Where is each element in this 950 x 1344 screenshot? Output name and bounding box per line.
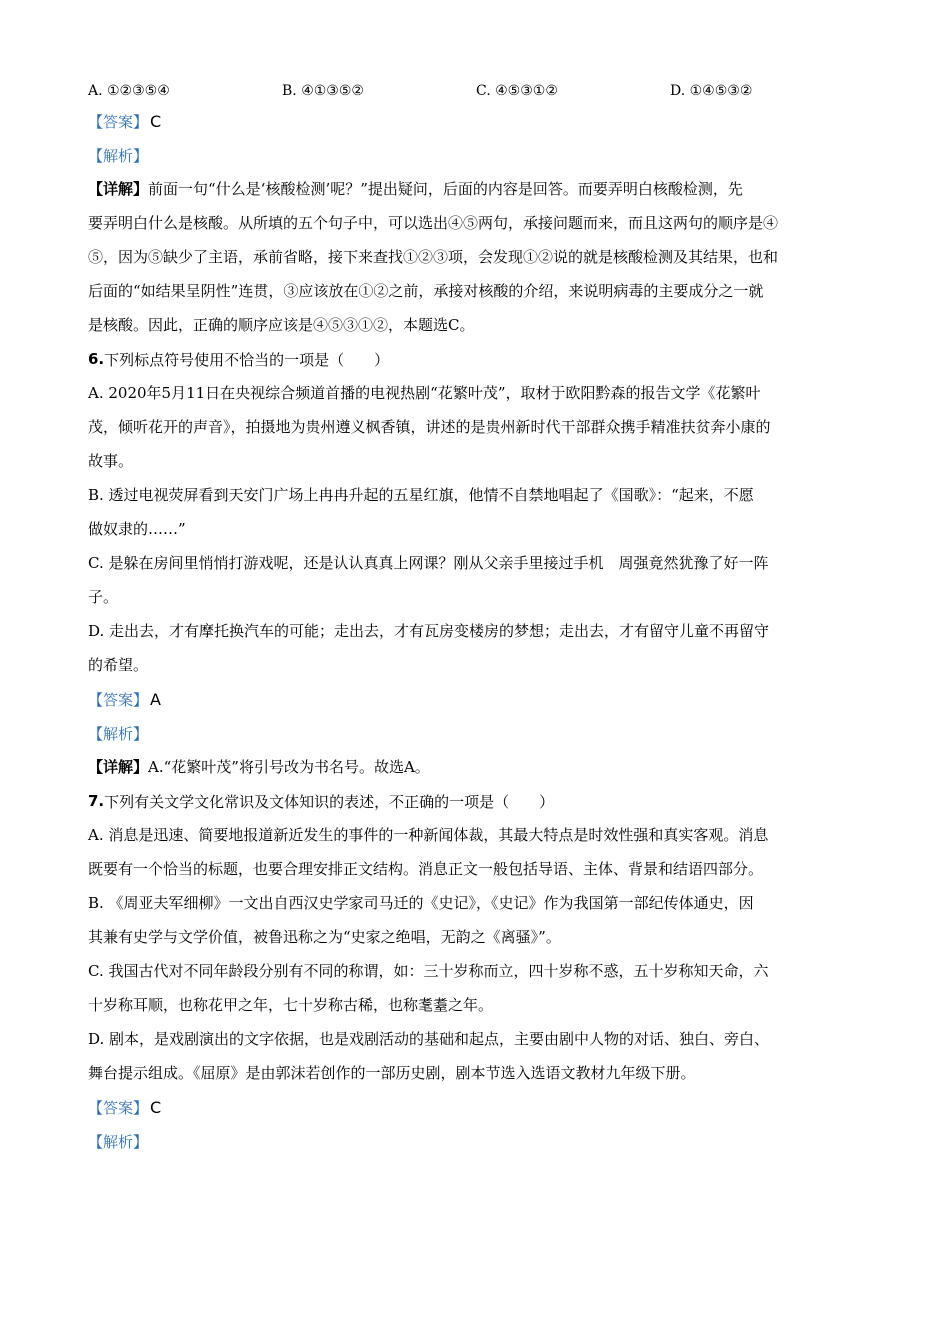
detail-tag: 【详解】 <box>88 180 149 198</box>
q7-option-c <box>88 954 868 1022</box>
option-line: 十岁称耳顺，也称花甲之年，七十岁称古稀，也称耄耋之年。 <box>88 996 494 1014</box>
q6-analysis <box>88 716 868 750</box>
q5-option-a: A. ①②③⑤④ <box>88 83 170 99</box>
q6-detail <box>88 750 868 784</box>
option-line: C. 我国古代对不同年龄段分别有不同的称谓，如：三十岁称而立，四十岁称不惑，五十岁称知天命，六 <box>88 962 769 980</box>
q5-option-d: D. ①④⑤③② <box>670 83 753 99</box>
answer-tag: 【答案】 <box>88 690 149 709</box>
q5-detail <box>88 172 868 342</box>
option-line: A. 消息是迅速、简要地报道新近发生的事件的一种新闻体裁，其最大特点是时效性强和真实客观。消息 <box>88 826 769 844</box>
q6-answer <box>88 682 868 716</box>
option-line: D. 走出去，才有摩托换汽车的可能；走出去，才有瓦房变楼房的梦想；走出去，才有留守儿童不再留守 <box>88 622 770 640</box>
question-stem: 下列有关文学文化常识及文体知识的表述，不正确的一项是（ ） <box>104 792 555 811</box>
q6-option-c <box>88 546 868 614</box>
q6-option-a <box>88 376 868 478</box>
question-stem: 下列标点符号使用不恰当的一项是（ ） <box>104 350 390 369</box>
option-line: 子。 <box>88 588 119 606</box>
q5-option-c: C. ④⑤③①② <box>476 83 558 99</box>
q7-answer <box>88 1090 868 1124</box>
option-line: A. 2020年5月11日在央视综合频道首播的电视热剧“花繁叶茂”，取材于欧阳黔森的报告文学《花繁叶 <box>88 384 761 402</box>
detail-text: A.“花繁叶茂”将引号改为书名号。故选A。 <box>148 758 430 776</box>
option-line: 舞台提示组成。《屈原》是由郭沫若创作的一部历史剧，剧本节选入选语文教材九年级下册。 <box>88 1064 696 1082</box>
q7-title <box>88 784 868 818</box>
option-line: D. 剧本，是戏剧演出的文字依据，也是戏剧活动的基础和起点，主要由剧中人物的对话、独白、旁白、 <box>88 1030 770 1048</box>
document-page <box>88 78 868 1158</box>
detail-text-line: 要弄明白什么是核酸。从所填的五个句子中，可以选出④⑤两句，承接问题而来，而且这两句的顺序是④ <box>88 214 779 232</box>
q5-analysis <box>88 138 868 172</box>
option-line: B. 透过电视荧屏看到天安门广场上冉冉升起的五星红旗，他情不自禁地唱起了《国歌》：“起来，不愿 <box>88 486 754 504</box>
q7-option-a <box>88 818 868 886</box>
detail-text-line: ⑤，因为⑤缺少了主语，承前省略，接下来查找①②③项，会发现①②说的就是核酸检测及其结果，也和 <box>88 248 779 266</box>
option-line: 茂，倾听花开的声音》，拍摄地为贵州遵义枫香镇，讲述的是贵州新时代干部群众携手精准扶贫奔小康的 <box>88 418 771 436</box>
option-line: 其兼有史学与文学价值，被鲁迅称之为“史家之绝唱，无韵之《离骚》”。 <box>88 928 561 946</box>
q6-option-b <box>88 478 868 546</box>
detail-text-line: 是核酸。因此，正确的顺序应该是④⑤③①②，本题选C。 <box>88 316 475 334</box>
analysis-tag: 【解析】 <box>88 1132 149 1151</box>
option-line: C. 是躲在房间里悄悄打游戏呢，还是认认真真上网课？刚从父亲手里接过手机 周强竟然犹豫了好一阵 <box>88 554 769 572</box>
option-line: 的希望。 <box>88 656 149 674</box>
q7-option-d <box>88 1022 868 1090</box>
analysis-tag: 【解析】 <box>88 724 149 743</box>
answer-value: A <box>150 689 161 709</box>
answer-tag: 【答案】 <box>88 112 149 131</box>
q5-options <box>88 78 868 104</box>
detail-text-line: 后面的“如结果呈阴性”连贯，③应该放在①②之前，承接对核酸的介绍，来说明病毒的主要成分之一就 <box>88 282 764 300</box>
q5-answer <box>88 104 868 138</box>
q6-title <box>88 342 868 376</box>
answer-tag: 【答案】 <box>88 1098 149 1117</box>
question-number: 7. <box>88 792 105 810</box>
detail-tag: 【详解】 <box>88 758 149 776</box>
option-line: 既要有一个恰当的标题，也要合理安排正文结构。消息正文一般包括导语、主体、背景和结语四部分。 <box>88 860 764 878</box>
answer-value: C <box>150 111 162 131</box>
analysis-tag: 【解析】 <box>88 146 149 165</box>
option-line: 做奴隶的……” <box>88 520 186 538</box>
answer-value: C <box>150 1097 162 1117</box>
question-number: 6. <box>88 350 105 368</box>
detail-text-line: 前面一句“什么是‘核酸检测’呢？”提出疑问，后面的内容是回答。而要弄明白核酸检测，先 <box>148 180 743 198</box>
q7-analysis <box>88 1124 868 1158</box>
option-line: B. 《周亚夫军细柳》一文出自西汉史学家司马迁的《史记》，《史记》作为我国第一部纪传体通史，因 <box>88 894 754 912</box>
q6-option-d <box>88 614 868 682</box>
q5-option-b: B. ④①③⑤② <box>282 83 364 99</box>
option-line: 故事。 <box>88 452 134 470</box>
q7-option-b <box>88 886 868 954</box>
